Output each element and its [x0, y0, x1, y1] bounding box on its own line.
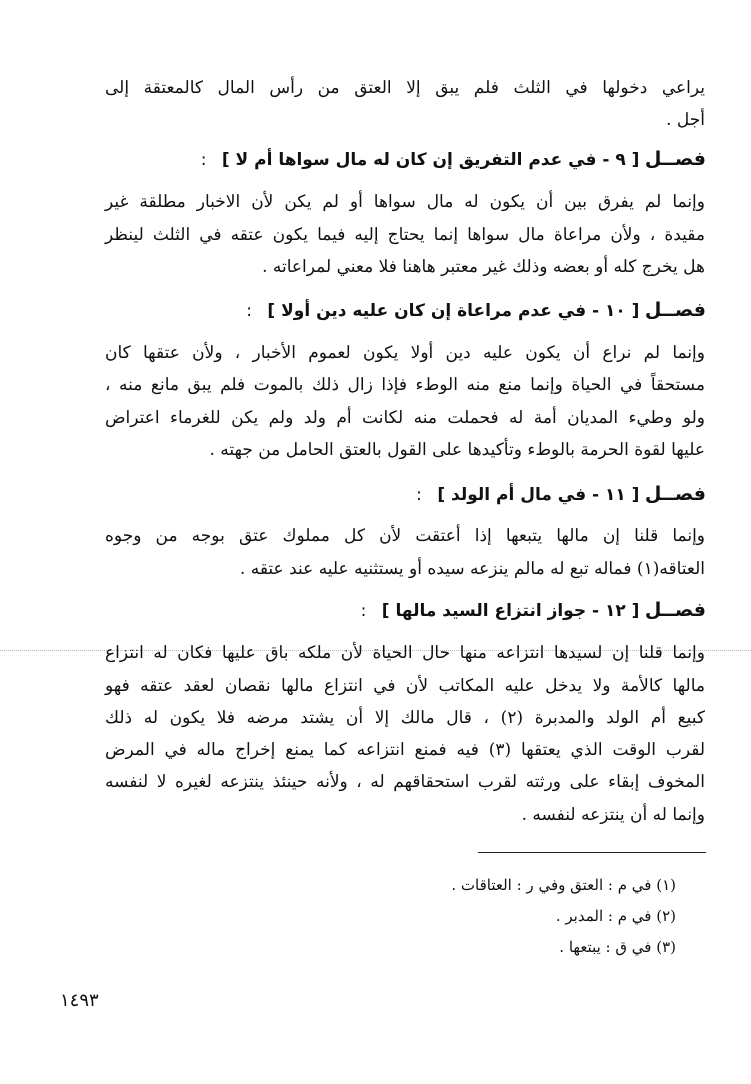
- section-colon: :: [200, 150, 207, 170]
- section-heading-12: [146, 598, 706, 623]
- text-line: مستحقاً في الحياة وإنما منع منه الوطء فإذا زال ذلك بالموت فلم يبق مانع منه ،: [105, 375, 705, 395]
- text-line: مالها كالأمة ولا يدخل عليه المكاتب لأن في انتزاع مالها نقصان لعقد عتقه فهو: [105, 676, 705, 696]
- page-number: ١٤٩٣: [60, 990, 99, 1011]
- text-line: يراعي دخولها في الثلث فلم يبق إلا العتق من رأس المال كالمعتقة إلى: [105, 78, 705, 98]
- section-heading-9: [146, 147, 706, 172]
- text-line: وإنما لم يفرق بين أن يكون له مال سواها أو لم يكن لأن الاخبار مطلقة غير: [105, 192, 705, 212]
- text-line: وإنما له أن ينتزعه لنفسه .: [521, 805, 705, 825]
- section-word: فصــل: [644, 148, 706, 170]
- section-heading-11: [146, 482, 706, 507]
- text-line: عليها لقوة الحرمة بالوطء وتأكيدها على القول بالعتق الحامل من جهته .: [209, 440, 705, 460]
- text-line: كبيع أم الولد والمدبرة (٢) ، قال مالك إلا أن يشتد مرضه فلا يكون له ذلك: [105, 708, 705, 728]
- section-colon: :: [246, 301, 253, 321]
- section-title: [ ١٢ - جواز انتزاع السيد مالها ]: [381, 601, 640, 621]
- text-line: لقرب الوقت الذي يعتقها (٣) فيه فمنع انتزاعه كما يمنع إخراج ماله في المرض: [105, 740, 706, 760]
- section-word: فصــل: [644, 599, 706, 621]
- text-line: المخوف إبقاء على ورثته لقرب استحقاقهم له ، ولأنه حينئذ ينتزعه لغيره لا لنفسه: [105, 772, 705, 792]
- section-title: [ ٩ - في عدم التفريق إن كان له مال سواها أم لا ]: [221, 150, 640, 170]
- footnote-3: (٣) في ق : يبتعها .: [559, 938, 676, 956]
- section-title: [ ١٠ - في عدم مراعاة إن كان عليه دين أولا ]: [267, 301, 640, 321]
- text-line: ولو وطيء المديان أمة له فحملت منه لكانت أم ولد ولم يكن للغرماء اعتراض: [105, 408, 705, 428]
- text-line: العتاقه(١) فماله تبع له مالم ينزعه سيده أو يستثنيه عليه عند عتقه .: [239, 559, 705, 579]
- footnote-2: (٢) في م : المدبر .: [555, 907, 676, 925]
- section-title: [ ١١ - في مال أم الولد ]: [437, 485, 640, 505]
- section-word: فصــل: [644, 483, 706, 505]
- text-line: مقيدة ، ولأن مراعاة مال سواها إنما يحتاج إليه فيما يكون عتقه في الثلث لينظر: [105, 225, 705, 245]
- text-line: وإنما لم نراع أن يكون عليه دين أولا يكون لعموم الأخبار ، ولأن عتقها كان: [105, 343, 705, 363]
- section-heading-10: [146, 298, 706, 323]
- section-colon: :: [360, 601, 367, 621]
- section-word: فصــل: [644, 299, 706, 321]
- text-line: وإنما قلنا إن مالها يتبعها إذا أعتقت لأن كل مملوك عتق بوجه من وجوه: [105, 526, 705, 546]
- text-line: هل يخرج كله أو بعضه وذلك غير معتبر هاهنا فلا معني لمراعاته .: [262, 257, 705, 277]
- section-colon: :: [416, 485, 422, 505]
- text-line: أجل .: [666, 110, 705, 130]
- footnote-divider: [478, 852, 706, 853]
- footnote-1: (١) في م : العتق وفي ر : العتاقات .: [451, 876, 676, 894]
- text-line: وإنما قلنا إن لسيدها انتزاعه منها حال الحياة لأن ملكه باق عليها فكان له انتزاع: [105, 643, 705, 663]
